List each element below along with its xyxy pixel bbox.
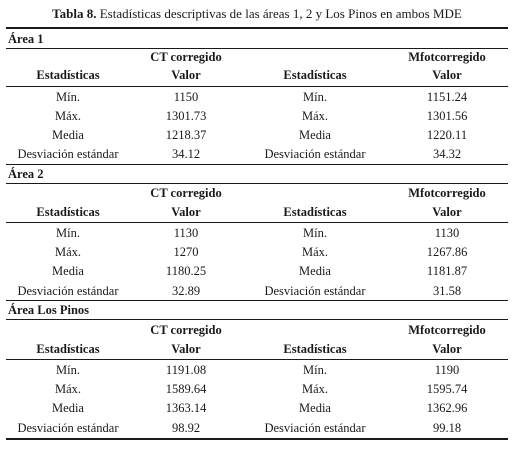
table-row-stat: Mín. [56,90,80,104]
table-row-value: 1220.11 [426,128,468,142]
table-row-value: 1270 [173,245,199,259]
header-rule [6,86,508,87]
table-row-stat: Desviación estándar [264,421,366,435]
table-row-value: 1301.73 [165,109,207,123]
section-end-rule [6,164,508,165]
table-row-value: 1190 [434,363,460,377]
table-row-value: 1362.96 [426,401,468,415]
table-row-stat: Desviación estándar [264,284,366,298]
col-header-value-left: Valor [171,68,201,82]
table-row-stat: Media [299,264,331,278]
header-rule [6,359,508,360]
table-row-value: 99.18 [432,421,462,435]
table-row-stat: Máx. [301,109,329,123]
table-row-value: 1363.14 [165,401,207,415]
section-rule [6,183,508,184]
table-row-value: 1301.56 [426,109,468,123]
table-row-value: 1267.86 [426,245,468,259]
table-row-value: 1595.74 [426,382,468,396]
table-row-stat: Media [299,128,331,142]
table-row-value: 1151.24 [426,90,468,104]
table-row-value: 1218.37 [165,128,207,142]
table-row-value: 34.12 [171,147,201,161]
col-header-value-right: Valor [432,205,462,219]
col-header-stat-left: Estadísticas [36,342,100,356]
table-row-value: 34.32 [432,147,462,161]
table-row-value: 31.58 [432,284,462,298]
table-row-stat: Máx. [301,382,329,396]
table-row-stat: Máx. [54,245,82,259]
section-title: Área Los Pinos [8,303,90,317]
table-title [0,6,514,22]
table-row-value: 1150 [173,90,199,104]
table-row-value: 1589.64 [165,382,207,396]
col-header-stat-right: Estadísticas [283,68,347,82]
section-title: Área 1 [8,32,44,46]
section-title: Área 2 [8,167,44,181]
table-row-value: 1181.87 [426,264,468,278]
table-row-stat: Mín. [303,90,327,104]
col-header-value-right: Valor [432,68,462,82]
table-row-stat: Media [52,264,84,278]
table-row-stat: Mín. [303,363,327,377]
method-right-header: Mfotcorregido [408,323,486,337]
section-rule [6,319,508,320]
table-row-stat: Desviación estándar [17,147,119,161]
table-row-value: 1130 [434,226,460,240]
table-row-stat: Máx. [301,245,329,259]
section-end-rule [6,300,508,301]
table-row-stat: Mín. [303,226,327,240]
col-header-stat-left: Estadísticas [36,205,100,219]
section-rule [6,48,508,49]
table-row-stat: Desviación estándar [17,421,119,435]
method-left-header: CT corregido [150,50,222,64]
col-header-stat-left: Estadísticas [36,68,100,82]
table-row-stat: Media [299,401,331,415]
table-row-stat: Mín. [56,363,80,377]
col-header-value-left: Valor [171,342,201,356]
table-row-stat: Máx. [54,109,82,123]
table-row-stat: Desviación estándar [264,147,366,161]
table-row-value: 98.92 [171,421,201,435]
table-row-value: 32.89 [171,284,201,298]
table-row-stat: Máx. [54,382,82,396]
col-header-stat-right: Estadísticas [283,205,347,219]
table-row-value: 1180.25 [165,264,207,278]
table-row-value: 1130 [173,226,199,240]
method-left-header: CT corregido [150,323,222,337]
method-left-header: CT corregido [150,186,222,200]
col-header-value-right: Valor [432,342,462,356]
table-row-stat: Mín. [56,226,80,240]
table-number: Tabla 8. [52,6,97,21]
method-right-header: Mfotcorregido [408,186,486,200]
top-rule [6,27,508,29]
table-row-stat: Media [52,401,84,415]
table-row-stat: Media [52,128,84,142]
table-caption: Estadísticas descriptivas de las áreas 1, 2 y Los Pinos en ambos MDE [99,6,462,21]
bottom-rule [6,438,508,440]
table-row-stat: Desviación estándar [17,284,119,298]
col-header-value-left: Valor [171,205,201,219]
method-right-header: Mfotcorregido [408,50,486,64]
header-rule [6,222,508,223]
table-row-value: 1191.08 [165,363,207,377]
col-header-stat-right: Estadísticas [283,342,347,356]
